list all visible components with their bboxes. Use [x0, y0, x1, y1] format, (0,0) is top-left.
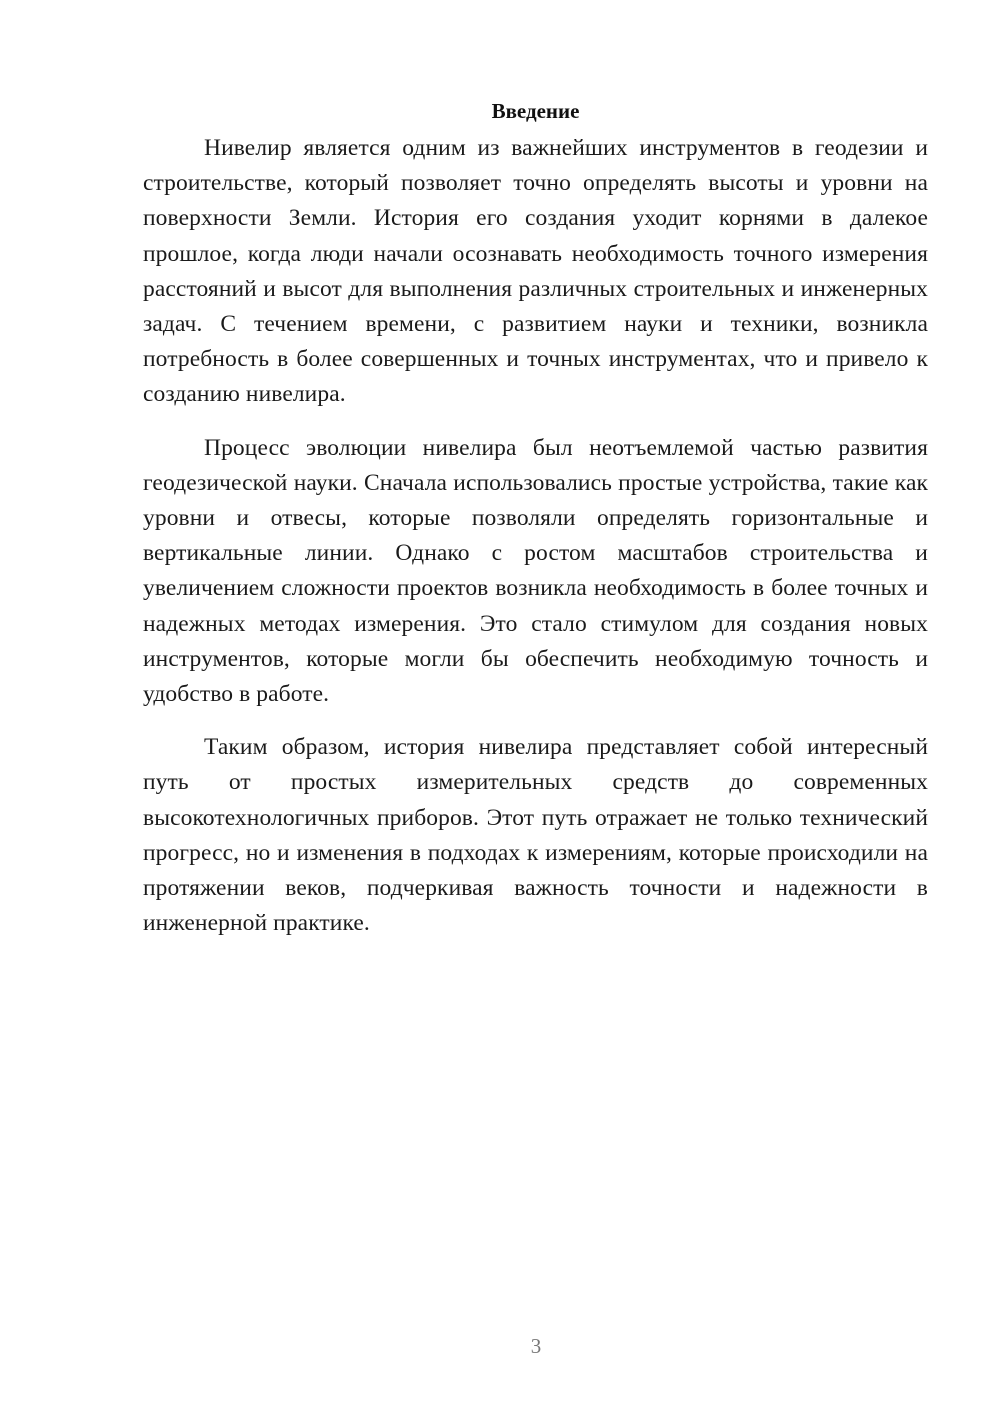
paragraph-3: Таким образом, история нивелира представляет собой интересный путь от простых измерительных средств до современных высокотехнологичных приборов. Этот путь отражает не только технический прогресс, но и изменения в подходах к измерениям, которые происходили на протяжении веков, подчеркивая важность точности и надежности в инженерной практике. [143, 734, 928, 937]
section-title: Введение [491, 99, 580, 123]
page-number: 3 [530, 1334, 542, 1358]
paragraph-2: Процесс эволюции нивелира был неотъемлемой частью развития геодезической науки. Сначала использовались простые устройства, такие как уровни и отвесы, которые позволяли определять горизонтальные и вертикальные линии. Однако с ростом масштабов строительства и увеличением сложности проектов возникла необходимость в более точных и надежных методах измерения. Это стало стимулом для создания новых инструментов, которые могли бы обеспечить необходимую точность и удобство в работе. [143, 434, 928, 708]
paragraph-1: Нивелир является одним из важнейших инструментов в геодезии и строительстве, который позволяет точно определять высоты и уровни на поверхности Земли. История его создания уходит корнями в далекое прошлое, когда люди начали осознавать необходимость точного измерения расстояний и высот для выполнения различных строительных и инженерных задач. С течением времени, с развитием науки и техники, возникла потребность в более совершенных и точных инструментах, что и привело к созданию нивелира. [143, 135, 928, 408]
page-content [143, 96, 928, 959]
